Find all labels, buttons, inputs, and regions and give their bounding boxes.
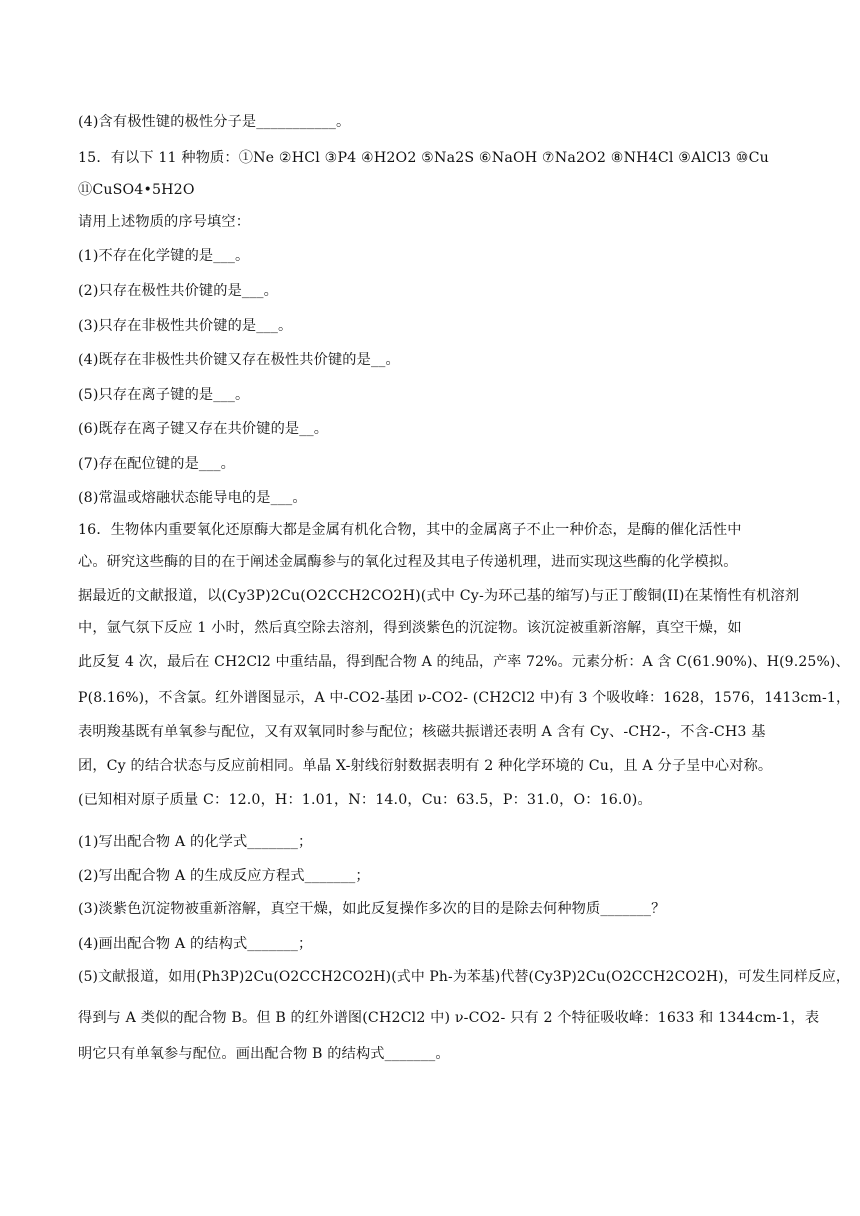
q16-subquestion: (4)画出配合物 A 的结构式_______； bbox=[78, 936, 313, 952]
q16-subquestion: (3)淡紫色沉淀物被重新溶解，真空干燥，如此反复操作多次的目的是除去何种物质_______？ bbox=[78, 901, 666, 917]
q16-line: 此反复 4 次，最后在 CH2Cl2 中重结晶，得到配合物 A 的纯品，产率 72%。元素分析：A 含 C(61.90%)、H(9.25%)、 bbox=[78, 654, 850, 670]
q15-prompt: 请用上述物质的序号填空： bbox=[78, 214, 251, 230]
q16-line: 团，Cy 的结合状态与反应前相同。单晶 X-射线衍射数据表明有 2 种化学环境的 Cu，且 A 分子呈中心对称。 bbox=[78, 758, 773, 774]
q16-line: 得到与 A 类似的配合物 B。但 B 的红外谱图(CH2Cl2 中) ν-CO2- 只有 2 个特征吸收峰：1633 和 1344cm-1，表 bbox=[78, 1010, 820, 1026]
q15-item: (3)只存在非极性共价键的是___。 bbox=[78, 318, 293, 334]
q16-line: 表明羧基既有单氧参与配位，又有双氧同时参与配位；核磁共振谱还表明 A 含有 Cy、-CH2-，不含-CH3 基 bbox=[78, 724, 766, 740]
q15-item: (8)常温或熔融状态能导电的是___。 bbox=[78, 490, 307, 506]
q16-line: P(8.16%)，不含氯。红外谱图显示，A 中-CO2-基团 ν-CO2- (CH2Cl2 中)有 3 个吸收峰：1628，1576，1413cm-1， bbox=[78, 690, 851, 706]
q15-stem-cont: ⑪CuSO4•5H2O bbox=[78, 182, 195, 198]
q15-item: (4)既存在非极性共价键又存在极性共价键的是__。 bbox=[78, 352, 400, 368]
q15-item: (1)不存在化学键的是___。 bbox=[78, 248, 250, 264]
q16-line: 据最近的文献报道，以(Cy3P)2Cu(O2CCH2CO2H)(式中 Cy-为环己基的缩写)与正丁酸铜(II)在某惰性有机溶剂 bbox=[78, 588, 800, 604]
q16-line: 16．生物体内重要氧化还原酶大都是金属有机化合物，其中的金属离子不止一种价态，是酶的催化活性中 bbox=[78, 522, 742, 538]
q16-subquestion: (1)写出配合物 A 的化学式_______； bbox=[78, 834, 313, 850]
q15-item: (6)既存在离子键又存在共价键的是__。 bbox=[78, 421, 329, 437]
q15-stem: 15．有以下 11 种物质：①Ne ②HCl ③P4 ④H2O2 ⑤Na2S ⑥NaOH ⑦Na2O2 ⑧NH4Cl ⑨AlCl3 ⑩Cu bbox=[78, 150, 769, 166]
q16-subquestion: (2)写出配合物 A 的生成反应方程式_______； bbox=[78, 868, 370, 884]
q15-item: (5)只存在离子键的是___。 bbox=[78, 387, 250, 403]
q16-line: (已知相对原子质量 C：12.0，H：1.01，N：14.0，Cu：63.5，P：31.0，O：16.0)。 bbox=[78, 792, 652, 808]
q16-line: 明它只有单氧参与配位。画出配合物 B 的结构式_______。 bbox=[78, 1046, 450, 1062]
q15-item: (2)只存在极性共价键的是___。 bbox=[78, 283, 278, 299]
q15-item: (7)存在配位键的是___。 bbox=[78, 456, 235, 472]
q16-line: 中，氩气氛下反应 1 小时，然后真空除去溶剂，得到淡紫色的沉淀物。该沉淀被重新溶解，真空干燥，如 bbox=[78, 620, 742, 636]
q16-line: 心。研究这些酶的目的在于阐述金属酶参与的氧化过程及其电子传递机理，进而实现这些酶的化学模拟。 bbox=[78, 554, 738, 570]
q14-item-4: (4)含有极性键的极性分子是___________。 bbox=[78, 114, 351, 130]
q16-subquestion: (5)文献报道，如用(Ph3P)2Cu(O2CCH2CO2H)(式中 Ph-为苯基)代替(Cy3P)2Cu(O2CCH2CO2H)，可发生同样反应， bbox=[78, 969, 850, 985]
